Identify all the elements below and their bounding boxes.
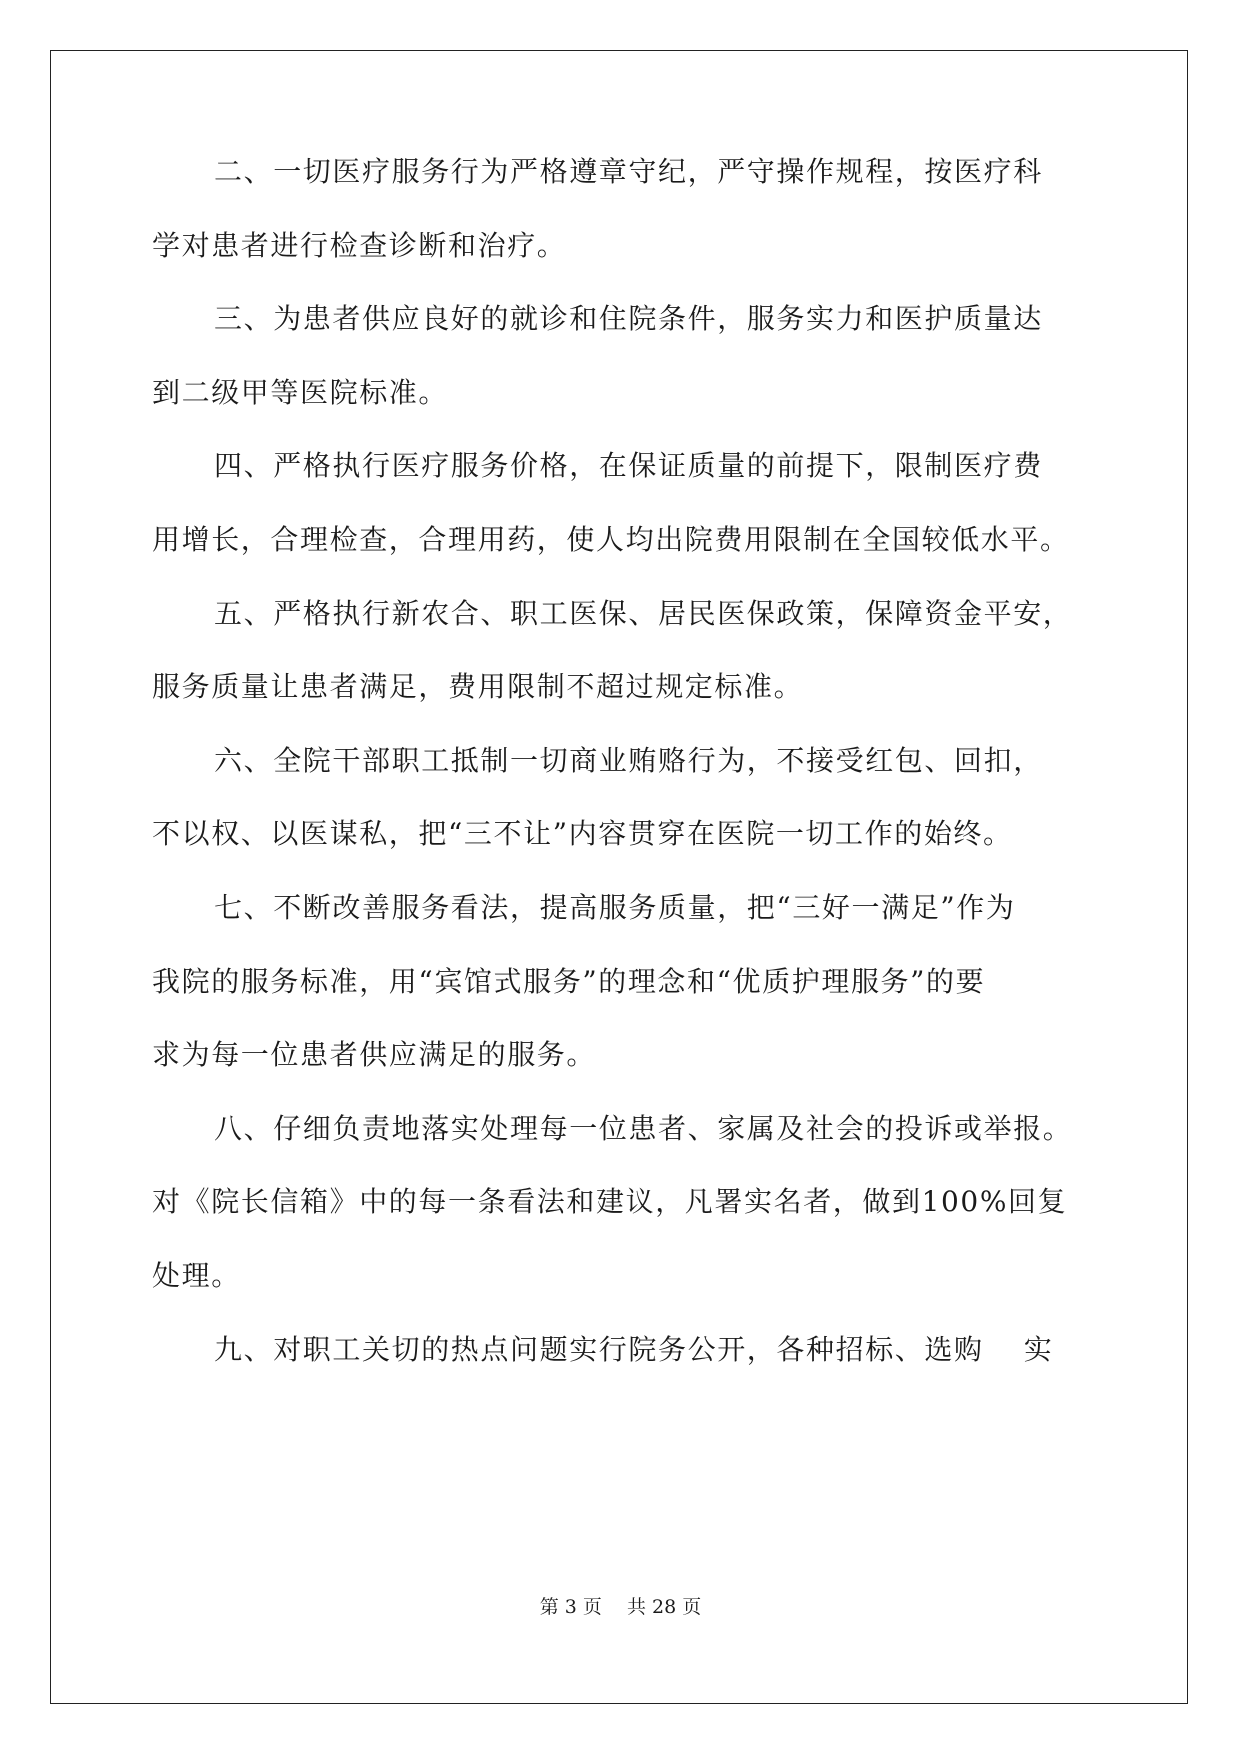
paragraph-8-line-3: 处理。 (152, 1259, 241, 1292)
paragraph-5-line-2: 服务质量让患者满足，费用限制不超过规定标准。 (152, 670, 804, 704)
paragraph-4-line-2: 用增长，合理检查，合理用药，使人均出院费用限制在全国较低水平。 (152, 523, 1070, 556)
page-border (50, 50, 1188, 1704)
paragraph-2-line-1: 二、一切医疗服务行为严格遵章守纪，严守操作规程，按医疗科 (214, 155, 1043, 188)
paragraph-8-line-1: 八、仔细负责地落实处理每一位患者、家属及社会的投诉或举报。 (214, 1111, 1073, 1145)
paragraph-3-line-1: 三、为患者供应良好的就诊和住院条件，服务实力和医护质量达 (214, 302, 1043, 336)
paragraph-7-line-2: 我院的服务标准，用“宾馆式服务”的理念和“优质护理服务”的要 (152, 964, 986, 998)
paragraph-6-line-2: 不以权、以医谋私，把“三不让”内容贯穿在医院一切工作的始终。 (152, 817, 1013, 851)
paragraph-7-line-3: 求为每一位患者供应满足的服务。 (152, 1038, 597, 1072)
paragraph-3-line-2: 到二级甲等医院标准。 (152, 375, 449, 409)
paragraph-6-line-1: 六、全院干部职工抵制一切商业贿赂行为，不接受红包、回扣， (214, 743, 1043, 777)
paragraph-8-line-2: 对《院长信箱》中的每一条看法和建议，凡署实名者，做到100%回复 (152, 1185, 1068, 1219)
page-footer: 第 3 页 共 28 页 (539, 1596, 702, 1618)
paragraph-7-line-1: 七、不断改善服务看法，提高服务质量，把“三好一满足”作为 (214, 891, 1016, 924)
paragraph-5-line-1: 五、严格执行新农合、职工医保、居民医保政策，保障资金平安， (214, 596, 1073, 630)
paragraph-4-line-1: 四、严格执行医疗服务价格，在保证质量的前提下，限制医疗费 (214, 449, 1043, 483)
paragraph-9-line-1: 九、对职工关切的热点问题实行院务公开，各种招标、选购 实 (214, 1332, 1054, 1366)
paragraph-2-line-2: 学对患者进行检查诊断和治疗。 (152, 228, 567, 262)
